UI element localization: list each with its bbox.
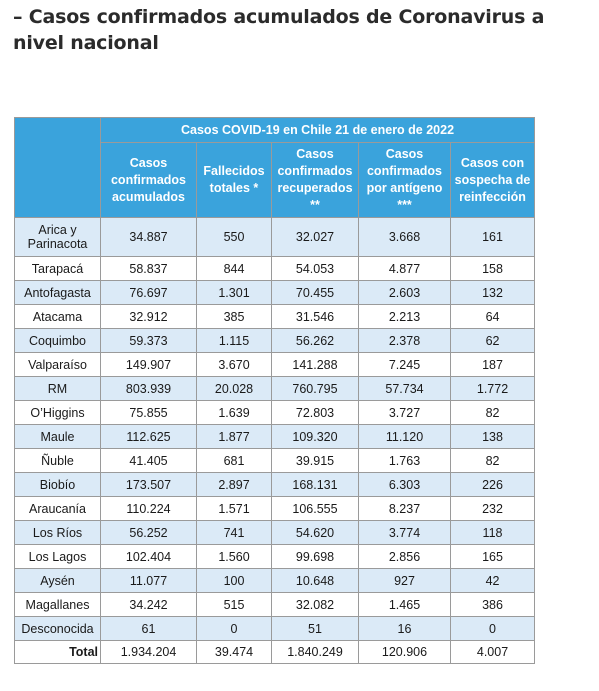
value-cell: 39.915 bbox=[272, 449, 359, 473]
value-cell: 2.213 bbox=[359, 305, 451, 329]
total-value-cell: 4.007 bbox=[451, 641, 535, 664]
column-header: Casos confirmados acumulados bbox=[101, 143, 197, 218]
table-row bbox=[15, 449, 535, 473]
value-cell: 2.378 bbox=[359, 329, 451, 353]
value-cell: 82 bbox=[451, 401, 535, 425]
value-cell: 16 bbox=[359, 617, 451, 641]
value-cell: 106.555 bbox=[272, 497, 359, 521]
value-cell: 232 bbox=[451, 497, 535, 521]
table-row bbox=[15, 473, 535, 497]
value-cell: 11.120 bbox=[359, 425, 451, 449]
value-cell: 51 bbox=[272, 617, 359, 641]
value-cell: 515 bbox=[197, 593, 272, 617]
value-cell: 54.620 bbox=[272, 521, 359, 545]
region-cell: Aysén bbox=[15, 569, 101, 593]
value-cell: 681 bbox=[197, 449, 272, 473]
value-cell: 31.546 bbox=[272, 305, 359, 329]
value-cell: 110.224 bbox=[101, 497, 197, 521]
value-cell: 100 bbox=[197, 569, 272, 593]
region-cell: Atacama bbox=[15, 305, 101, 329]
value-cell: 82 bbox=[451, 449, 535, 473]
value-cell: 56.252 bbox=[101, 521, 197, 545]
table-row bbox=[15, 425, 535, 449]
value-cell: 54.053 bbox=[272, 257, 359, 281]
value-cell: 844 bbox=[197, 257, 272, 281]
table-row bbox=[15, 521, 535, 545]
value-cell: 109.320 bbox=[272, 425, 359, 449]
total-row bbox=[15, 641, 535, 664]
covid-cases-table bbox=[14, 117, 535, 664]
table-row bbox=[15, 305, 535, 329]
value-cell: 161 bbox=[451, 218, 535, 257]
region-cell: Desconocida bbox=[15, 617, 101, 641]
region-cell: Valparaíso bbox=[15, 353, 101, 377]
value-cell: 1.571 bbox=[197, 497, 272, 521]
region-cell: Los Lagos bbox=[15, 545, 101, 569]
region-cell: Ñuble bbox=[15, 449, 101, 473]
column-header: Fallecidos totales * bbox=[197, 143, 272, 218]
value-cell: 226 bbox=[451, 473, 535, 497]
value-cell: 760.795 bbox=[272, 377, 359, 401]
value-cell: 6.303 bbox=[359, 473, 451, 497]
region-cell: Tarapacá bbox=[15, 257, 101, 281]
table-row bbox=[15, 329, 535, 353]
value-cell: 0 bbox=[197, 617, 272, 641]
value-cell: 1.465 bbox=[359, 593, 451, 617]
region-cell: Los Ríos bbox=[15, 521, 101, 545]
value-cell: 4.877 bbox=[359, 257, 451, 281]
value-cell: 803.939 bbox=[101, 377, 197, 401]
value-cell: 165 bbox=[451, 545, 535, 569]
value-cell: 3.774 bbox=[359, 521, 451, 545]
value-cell: 2.856 bbox=[359, 545, 451, 569]
value-cell: 56.262 bbox=[272, 329, 359, 353]
value-cell: 3.727 bbox=[359, 401, 451, 425]
value-cell: 75.855 bbox=[101, 401, 197, 425]
table-row bbox=[15, 401, 535, 425]
value-cell: 158 bbox=[451, 257, 535, 281]
value-cell: 1.115 bbox=[197, 329, 272, 353]
value-cell: 741 bbox=[197, 521, 272, 545]
value-cell: 32.027 bbox=[272, 218, 359, 257]
table-body bbox=[15, 218, 535, 664]
value-cell: 102.404 bbox=[101, 545, 197, 569]
value-cell: 70.455 bbox=[272, 281, 359, 305]
value-cell: 1.560 bbox=[197, 545, 272, 569]
value-cell: 57.734 bbox=[359, 377, 451, 401]
value-cell: 61 bbox=[101, 617, 197, 641]
table-row bbox=[15, 353, 535, 377]
value-cell: 7.245 bbox=[359, 353, 451, 377]
region-cell: Antofagasta bbox=[15, 281, 101, 305]
total-value-cell: 1.840.249 bbox=[272, 641, 359, 664]
value-cell: 10.648 bbox=[272, 569, 359, 593]
region-cell: Coquimbo bbox=[15, 329, 101, 353]
value-cell: 173.507 bbox=[101, 473, 197, 497]
value-cell: 34.242 bbox=[101, 593, 197, 617]
value-cell: 118 bbox=[451, 521, 535, 545]
value-cell: 20.028 bbox=[197, 377, 272, 401]
total-value-cell: 39.474 bbox=[197, 641, 272, 664]
value-cell: 550 bbox=[197, 218, 272, 257]
value-cell: 187 bbox=[451, 353, 535, 377]
column-header: Casos confirmados recuperados ** bbox=[272, 143, 359, 218]
value-cell: 1.301 bbox=[197, 281, 272, 305]
table-corner bbox=[15, 118, 101, 218]
value-cell: 11.077 bbox=[101, 569, 197, 593]
value-cell: 1.877 bbox=[197, 425, 272, 449]
region-cell: Maule bbox=[15, 425, 101, 449]
value-cell: 41.405 bbox=[101, 449, 197, 473]
value-cell: 1.763 bbox=[359, 449, 451, 473]
value-cell: 3.668 bbox=[359, 218, 451, 257]
value-cell: 8.237 bbox=[359, 497, 451, 521]
region-cell: Araucanía bbox=[15, 497, 101, 521]
column-header: Casos confirmados por antígeno *** bbox=[359, 143, 451, 218]
region-cell: Arica y Parinacota bbox=[15, 218, 101, 257]
table-row bbox=[15, 569, 535, 593]
value-cell: 64 bbox=[451, 305, 535, 329]
table-row bbox=[15, 218, 535, 257]
value-cell: 42 bbox=[451, 569, 535, 593]
value-cell: 927 bbox=[359, 569, 451, 593]
table-row bbox=[15, 281, 535, 305]
table-caption: Casos COVID-19 en Chile 21 de enero de 2022 bbox=[101, 118, 535, 143]
value-cell: 386 bbox=[451, 593, 535, 617]
region-cell: Biobío bbox=[15, 473, 101, 497]
value-cell: 2.603 bbox=[359, 281, 451, 305]
value-cell: 32.082 bbox=[272, 593, 359, 617]
value-cell: 132 bbox=[451, 281, 535, 305]
total-label: Total bbox=[15, 641, 101, 664]
table-row bbox=[15, 617, 535, 641]
value-cell: 62 bbox=[451, 329, 535, 353]
value-cell: 385 bbox=[197, 305, 272, 329]
total-value-cell: 120.906 bbox=[359, 641, 451, 664]
value-cell: 59.373 bbox=[101, 329, 197, 353]
value-cell: 149.907 bbox=[101, 353, 197, 377]
region-cell: Magallanes bbox=[15, 593, 101, 617]
value-cell: 34.887 bbox=[101, 218, 197, 257]
column-header: Casos con sospecha de reinfección bbox=[451, 143, 535, 218]
value-cell: 1.772 bbox=[451, 377, 535, 401]
table-row bbox=[15, 257, 535, 281]
value-cell: 32.912 bbox=[101, 305, 197, 329]
total-value-cell: 1.934.204 bbox=[101, 641, 197, 664]
region-cell: O’Higgins bbox=[15, 401, 101, 425]
value-cell: 3.670 bbox=[197, 353, 272, 377]
value-cell: 1.639 bbox=[197, 401, 272, 425]
table-row bbox=[15, 593, 535, 617]
value-cell: 141.288 bbox=[272, 353, 359, 377]
value-cell: 58.837 bbox=[101, 257, 197, 281]
value-cell: 138 bbox=[451, 425, 535, 449]
page-heading: – Casos confirmados acumulados de Coronavirus a nivel nacional bbox=[13, 6, 545, 54]
table-row bbox=[15, 545, 535, 569]
table-row bbox=[15, 497, 535, 521]
value-cell: 112.625 bbox=[101, 425, 197, 449]
value-cell: 2.897 bbox=[197, 473, 272, 497]
value-cell: 76.697 bbox=[101, 281, 197, 305]
table-row bbox=[15, 377, 535, 401]
region-cell: RM bbox=[15, 377, 101, 401]
value-cell: 72.803 bbox=[272, 401, 359, 425]
value-cell: 99.698 bbox=[272, 545, 359, 569]
value-cell: 0 bbox=[451, 617, 535, 641]
value-cell: 168.131 bbox=[272, 473, 359, 497]
